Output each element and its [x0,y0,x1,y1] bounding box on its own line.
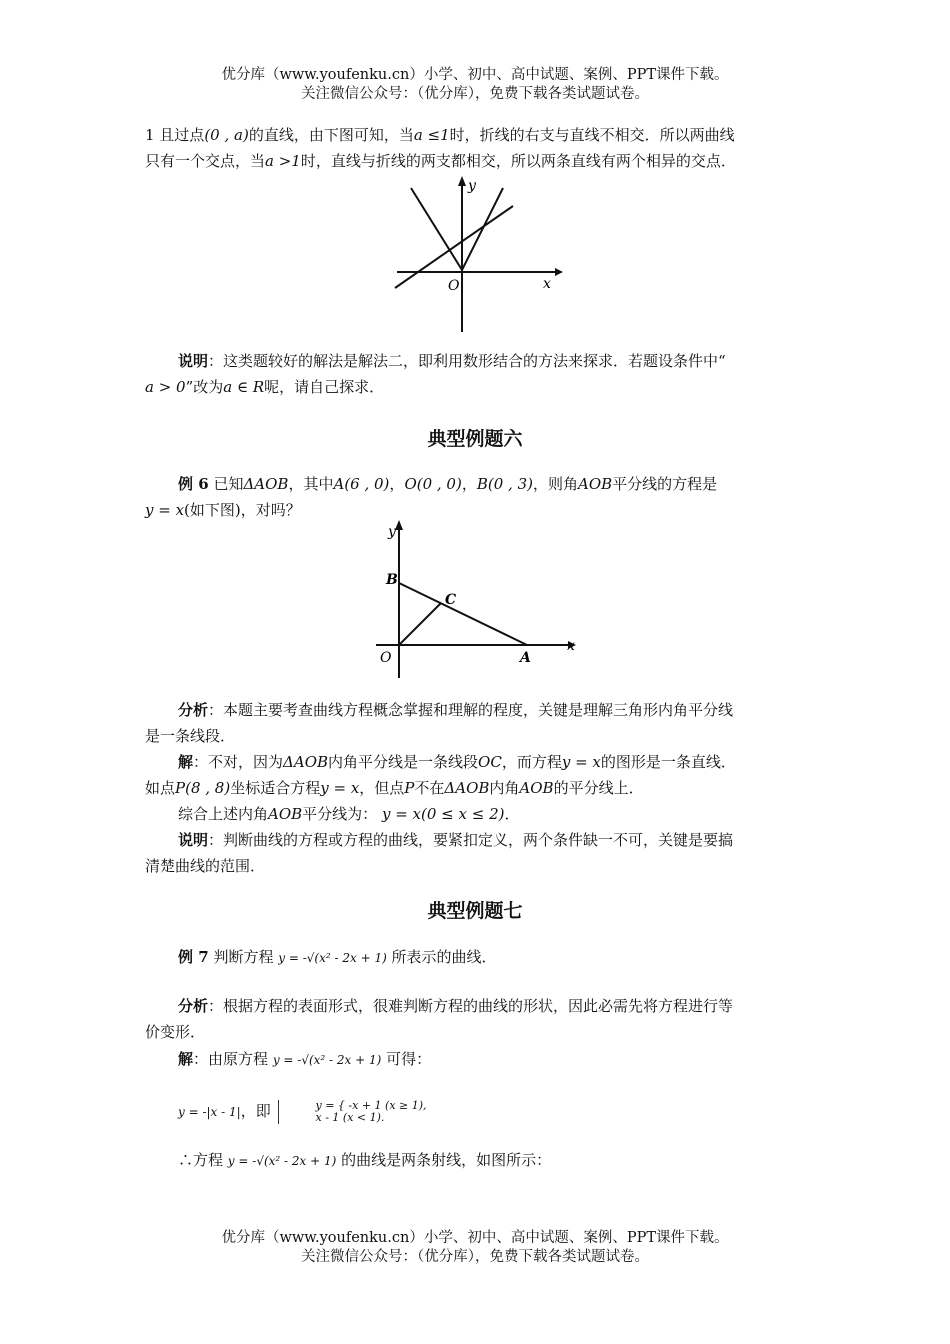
origin-label: O [448,278,460,294]
solution-text: 平分线为： [302,805,378,823]
intro-text: 1 且过点 [145,126,205,144]
solution-text: 的平分线上． [553,779,644,797]
solution-text: 的图形是一条直线． [600,753,736,771]
note-text: ：判断曲线的方程或方程的曲线，要紧扣定义，两个条件缺一不可，关键是要搞 [208,831,734,849]
note-text: ：这类题较好的解法是解法二，即利用数形结合的方法来探求．若题设条件中“ [208,352,726,370]
math-point: P [404,779,415,797]
solution-7-conclusion [145,1147,810,1174]
math-triangle: ΔAOB [283,753,329,771]
origin-label: O [380,650,392,666]
example-text: ， [461,475,477,493]
analysis-text: 价变形． [145,1023,206,1041]
example-text: ，其中 [288,475,334,493]
example-text: 判断方程 [213,948,274,966]
math-segment: OC [478,753,502,771]
math-point: (0 , a) [204,126,249,144]
math-condition: a > 0 [145,378,186,396]
math-equation: y = -√(x² - 2x + 1) [272,1053,382,1067]
x-axis-arrow [555,268,563,276]
note-text: 清楚曲线的范围． [145,857,266,875]
section-title-7: 典型例题七 [427,900,523,922]
analysis-6 [145,697,810,879]
solution-text: 综合上述内角 [178,805,269,823]
x-label: x [543,276,551,292]
note-label: 说明 [178,352,209,370]
math-condition: a ≤1 [413,126,450,144]
solution-text: 内角平分线是一条线段 [328,753,479,771]
point-a-label: A [520,650,531,666]
solution-text: 不在 [414,779,445,797]
solution-text: ，但点 [359,779,405,797]
example-text: ， [389,475,405,493]
point-c-label: C [445,592,457,608]
note-label: 说明 [178,831,209,849]
segment-ab [399,583,527,645]
intro-paragraph [145,122,810,174]
analysis-7 [145,993,810,1045]
piecewise-case-1: y = { -x + 1 (x ≥ 1), [315,1099,427,1112]
solution-text: 的曲线是两条射线，如图所示： [341,1151,552,1169]
page-footer [0,1229,950,1267]
example-text: 平分线的方程是 [612,475,718,493]
math-triangle: ΔAOB [444,779,490,797]
intro-text: 时，直线与折线的两支都相交，所以两条直线有两个相异的交点． [300,152,736,170]
y-axis-arrow [395,520,403,530]
figure-2-triangle [370,518,585,680]
math-condition: a >1 [265,152,301,170]
example-text: ，则角 [532,475,578,493]
note-text: 呢，请自己探求． [264,378,385,396]
footer-line-2: 关注微信公众号：（优分库），免费下载各类试题试卷。 [301,1249,649,1265]
section-title-6: 典型例题六 [427,428,523,450]
analysis-text: ：本题主要考查曲线方程概念掌握和理解的程度，关键是理解三角形内角平分线 [208,701,734,719]
math-triangle: ΔAOB [243,475,289,493]
example-label: 例 6 [178,475,209,493]
math-equation: y = -√(x² - 2x + 1) [278,951,387,965]
piecewise-case-2: x - 1 (x < 1). [315,1111,385,1124]
note-text: ”改为 [185,378,224,396]
solution-text: ，即 [240,1102,271,1120]
solution-text: 坐标适合方程 [230,779,321,797]
solution-label: 解 [178,753,194,771]
example-text: 所表示的曲线． [391,948,497,966]
analysis-text: ：根据方程的表面形式，很难判断方程的曲线的形状，因此必需先将方程进行等 [208,997,734,1015]
example-text: 已知 [213,475,244,493]
y-label: y [388,524,396,540]
math-equation: y = x [320,779,360,797]
fold-line-right [462,188,503,270]
solution-text: 内角 [489,779,520,797]
page-header [0,66,950,104]
solution-7 [145,1046,810,1073]
intro-text: 时，折线的右支与直线不相交．所以两曲线 [449,126,735,144]
x-label: x [567,638,575,654]
math-equation: y = x(0 ≤ x ≤ 2) [381,805,505,823]
fold-line-left [411,188,462,270]
math-point-o: O(0 , 0) [404,475,462,493]
header-line-1: 优分库（www.youfenku.cn）小学、初中、高中试题、案例、PPT课件下载。 [221,67,729,83]
example-text: (如下图)，对吗？ [184,501,301,519]
header-line-2: 关注微信公众号：（优分库），免费下载各类试题试卷。 [301,86,649,102]
intro-text: 只有一个交点，当 [145,152,266,170]
footer-line-1: 优分库（www.youfenku.cn）小学、初中、高中试题、案例、PPT课件下载。 [221,1230,729,1246]
analysis-text: 是一条线段． [145,727,236,745]
solution-text: ，而方程 [501,753,562,771]
figure-1-graph [385,172,565,334]
example-7 [145,944,810,971]
math-point-p: P(8 , 8) [175,779,231,797]
math-condition: a ∈ R [223,378,265,396]
math-equation: y = -√(x² - 2x + 1) [227,1154,337,1168]
math-abs-equation: y = -|x - 1| [178,1105,241,1119]
solution-text: ． [504,805,520,823]
math-angle: AOB [519,779,554,797]
math-angle: AOB [268,805,303,823]
example-label: 例 7 [178,948,209,966]
math-angle: AOB [578,475,613,493]
y-axis-arrow [458,176,466,186]
example-6 [145,471,810,523]
math-point-a: A(6 , 0) [333,475,390,493]
math-equation: y = x [145,501,185,519]
solution-label: 解 [178,1050,194,1068]
solution-text: ∴方程 [178,1151,224,1169]
point-b-label: B [386,572,398,588]
intro-text: 的直线，由下图可知，当 [248,126,414,144]
solution-text: ：不对，因为 [193,753,284,771]
segment-oc [399,603,441,645]
solution-text: ：由原方程 [193,1050,269,1068]
math-point-b: B(0 , 3) [476,475,533,493]
solution-text: 可得： [386,1050,432,1068]
solution-7-piecewise [145,1098,810,1125]
straight-line [395,206,513,288]
analysis-label: 分析 [178,997,209,1015]
note-1 [145,348,810,400]
y-label: y [468,178,476,194]
solution-text: 如点 [145,779,176,797]
piecewise-function [278,1100,427,1124]
math-equation: y = x [561,753,601,771]
analysis-label: 分析 [178,701,209,719]
